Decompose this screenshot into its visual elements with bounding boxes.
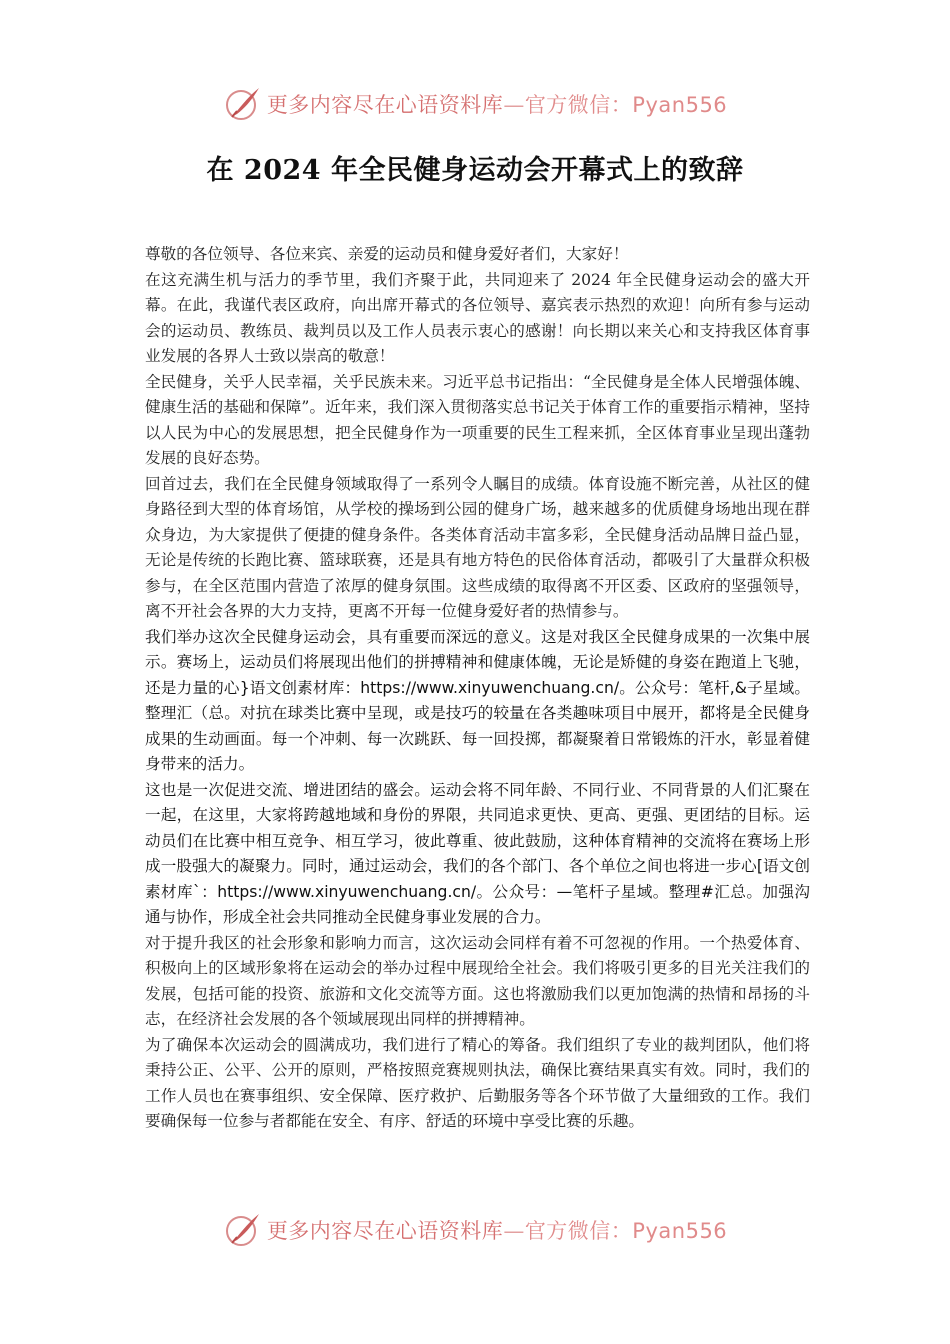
paragraph-image: 对于提升我区的社会形象和影响力而言，这次运动会同样有着不可忽视的作用。一个热爱体育、积极向上的区域形象将在运动会的举办过程中展现给全社会。我们将吸引更多的目光关注我们的发展，包括可能的投资、旅游和文化交流等方面。这也将激励我们以更加饱满的热情和昂扬的斗志，在经济社会发展的各个领域展现出同样的拼搏精神。 bbox=[145, 933, 810, 1028]
paragraph-exchange: 这也是一次促进交流、增进团结的盛会。运动会将不同年龄、不同行业、不同背景的人们汇聚在一起，在这里，大家将跨越地域和身份的界限，共同追求更快、更高、更强、更团结的目标。运动员们在比赛中相互竞争、相互学习，彼此尊重、彼此鼓励，这种体育精神的交流将在赛场上形成一股强大的凝聚力。同时，通过运动会，我们的各个部门、各个单位之间也将进一步心[语文创素材库`：https://www.xinyuwenchuang.cn/。公众号：—笔杆子星域。整理#汇总。加强沟通与协作，形成全社会共同推动全民健身事业发展的合力。 bbox=[145, 780, 810, 926]
watermark-separator: — bbox=[503, 93, 525, 117]
paragraph-greeting: 尊敬的各位领导、各位来宾、亲爱的运动员和健身爱好者们，大家好！ bbox=[145, 245, 629, 263]
quill-logo-icon bbox=[223, 84, 263, 124]
speech-body bbox=[145, 242, 810, 1135]
paragraph-fitness-significance: 全民健身，关乎人民幸福，关乎民族未来。习近平总书记指出：“全民健身是全体人民增强体魄、健康生活的基础和保障”。近年来，我们深入贯彻落实总书记关于体育工作的重要指示精神，坚持以人民为中心的发展思想，把全民健身作为一项重要的民生工程来抓，全区体育事业呈现出蓬勃发展的良好态势。 bbox=[145, 372, 810, 467]
watermark-wechat-text: 官方微信：Pyan556 bbox=[524, 1219, 728, 1243]
header-watermark-banner bbox=[0, 82, 950, 126]
watermark-text bbox=[267, 89, 727, 119]
quill-logo-icon bbox=[223, 1210, 263, 1250]
paragraph-achievements: 回首过去，我们在全民健身领域取得了一系列令人瞩目的成绩。体育设施不断完善，从社区的健身路径到大型的体育场馆，从学校的操场到公园的健身广场，越来越多的优质健身场地出现在群众身边，为大家提供了便捷的健身条件。各类体育活动丰富多彩，全民健身活动品牌日益凸显，无论是传统的长跑比赛、篮球联赛，还是具有地方特色的民俗体育活动，都吸引了大量群众积极参与，在全区范围内营造了浓厚的健身氛围。这些成绩的取得离不开区委、区政府的坚强领导，离不开社会各界的大力支持，更离不开每一位健身爱好者的热情参与。 bbox=[145, 474, 810, 620]
watermark-main-text: 更多内容尽在心语资料库 bbox=[266, 1219, 504, 1243]
paragraph-opening: 在这充满生机与活力的季节里，我们齐聚于此，共同迎来了 2024 年全民健身运动会的盛大开幕。在此，我谨代表区政府，向出席开幕式的各位领导、嘉宾表示热烈的欢迎！向所有参与运动会的运动员、教练员、裁判员以及工作人员表示衷心的感谢！向长期以来关心和支持我区体育事业发展的各界人士致以崇高的敬意！ bbox=[145, 270, 810, 365]
watermark-separator: — bbox=[503, 1219, 525, 1243]
paragraph-showcase: 我们举办这次全民健身运动会，具有重要而深远的意义。这是对我区全民健身成果的一次集中展示。赛场上，运动员们将展现出他们的拼搏精神和健康体魄，无论是矫健的身姿在跑道上飞驰，还是力量的心}语文创素材库：https://www.xinyuwenchuang.cn/。公众号：笔杆,&子星域。整理汇（总。对抗在球类比赛中呈现，或是技巧的较量在各类趣味项目中展开，都将是全民健身成果的生动画面。每一个冲刺、每一次跳跃、每一回投掷，都凝聚着日常锻炼的汗水，彰显着健身带来的活力。 bbox=[145, 627, 810, 773]
watermark-wechat-text: 官方微信：Pyan556 bbox=[524, 93, 728, 117]
page-title: 在 2024 年全民健身运动会开幕式上的致辞 bbox=[206, 155, 744, 186]
paragraph-preparation: 为了确保本次运动会的圆满成功，我们进行了精心的筹备。我们组织了专业的裁判团队，他们将秉持公正、公平、公开的原则，严格按照竞赛规则执法，确保比赛结果真实有效。同时，我们的工作人员也在赛事组织、安全保障、医疗救护、后勤服务等各个环节做了大量细致的工作。我们要确保每一位参与者都能在安全、有序、舒适的环境中享受比赛的乐趣。 bbox=[145, 1035, 810, 1130]
footer-watermark-banner bbox=[0, 1208, 950, 1252]
watermark-main-text: 更多内容尽在心语资料库 bbox=[266, 93, 504, 117]
watermark-text bbox=[267, 1215, 727, 1245]
